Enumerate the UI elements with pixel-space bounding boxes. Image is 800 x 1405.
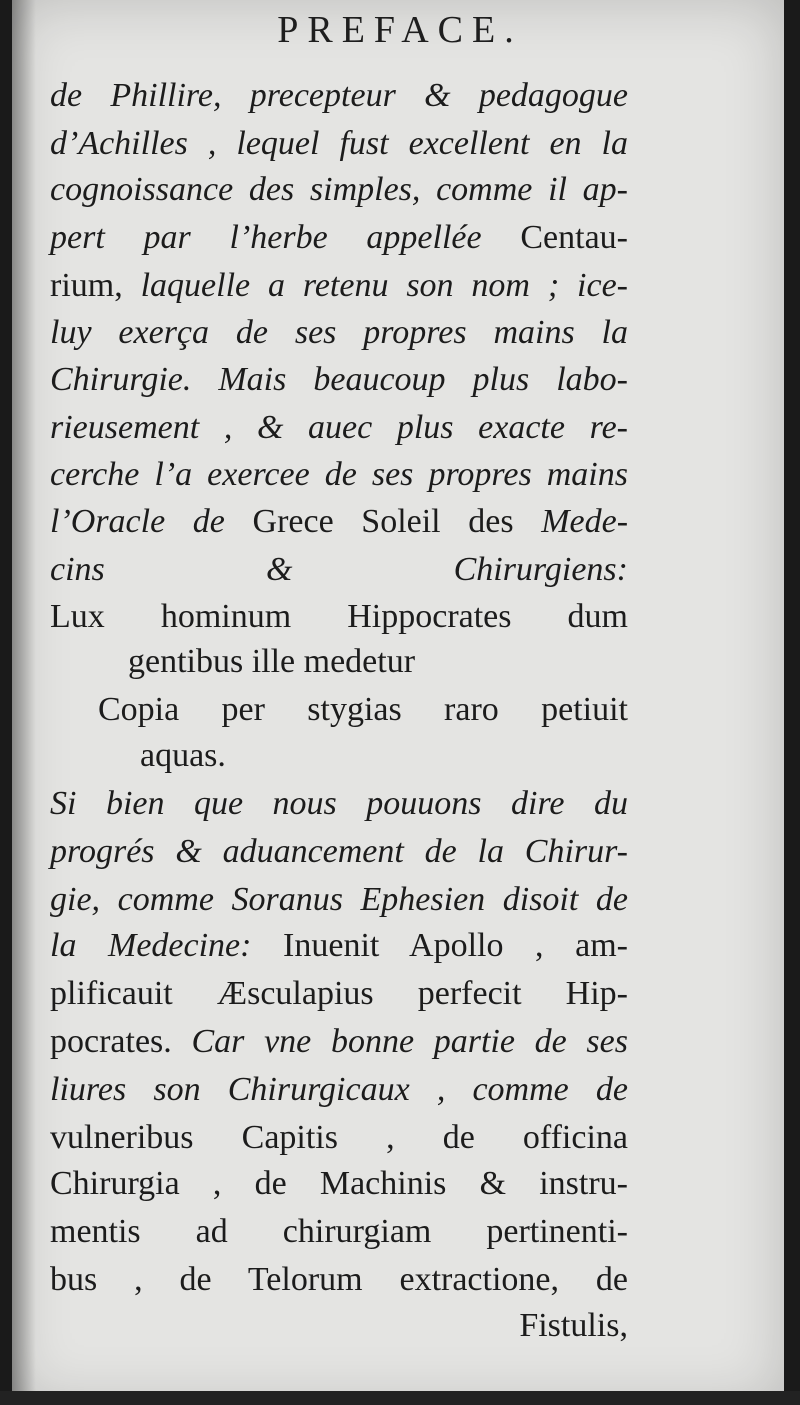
- text-line: [50, 408, 628, 448]
- roman-text-segment: Centau-: [520, 219, 628, 256]
- text-line: [50, 170, 628, 210]
- roman-text-segment: Chirurgia , de Machinis & instru-: [50, 1165, 628, 1202]
- page-gutter-shadow: [12, 0, 36, 1405]
- italic-text-segment: de Phillire, precepteur & pedagogue: [50, 77, 628, 114]
- text-line: [50, 784, 628, 824]
- roman-text-segment: plificauit Æsculapius perfecit Hip-: [50, 975, 628, 1012]
- italic-text-segment: progrés & aduancement de la Chirur-: [50, 833, 628, 870]
- scan-bottom-edge: [0, 1391, 800, 1405]
- italic-text-segment: la Medecine:: [50, 927, 284, 964]
- text-line: [140, 736, 226, 776]
- italic-text-segment: Si bien que nous pouuons dire du: [50, 785, 628, 822]
- text-line: [50, 1070, 628, 1110]
- italic-text-segment: cognoissance des simples, comme il ap-: [50, 171, 628, 208]
- roman-text-segment: Grece Soleil des: [252, 503, 542, 540]
- text-line: [50, 124, 628, 164]
- roman-text-segment: pocrates.: [50, 1023, 192, 1060]
- italic-text-segment: pert par l’herbe appellée: [50, 219, 521, 256]
- italic-text-segment: cins & Chirurgiens:: [50, 551, 628, 588]
- roman-text-segment: vulneribus Capitis , de officina: [50, 1119, 628, 1156]
- text-line: [50, 502, 628, 542]
- text-line: [128, 642, 415, 682]
- text-line: [488, 1306, 628, 1346]
- italic-text-segment: liures son Chirurgicaux , comme de: [50, 1071, 628, 1108]
- text-line: [50, 880, 628, 920]
- italic-text-segment: d’Achilles , lequel fust excellent en la: [50, 125, 628, 162]
- roman-text-segment: Copia per stygias raro petiuit: [98, 691, 628, 728]
- italic-text-segment: Mede-: [541, 503, 629, 540]
- text-line: [50, 455, 628, 495]
- roman-text-segment: bus , de Telorum extractione, de: [50, 1261, 628, 1298]
- italic-text-segment: gie, comme Soranus Ephesien disoit de: [50, 881, 628, 918]
- text-line: [50, 1164, 628, 1204]
- text-line: [50, 360, 628, 400]
- italic-text-segment: Chirurgie. Mais beaucoup plus labo-: [50, 361, 628, 398]
- roman-text-segment: mentis ad chirurgiam pertinenti-: [50, 1213, 628, 1250]
- text-line: [50, 76, 628, 116]
- text-line: [50, 1118, 628, 1158]
- text-line: [50, 550, 628, 590]
- roman-text-segment: aquas.: [140, 737, 226, 774]
- text-line: [50, 1022, 628, 1062]
- text-line: [50, 597, 628, 637]
- roman-text-segment: gentibus ille medetur: [128, 643, 416, 680]
- italic-text-segment: Car vne bonne partie de ses: [191, 1023, 628, 1060]
- italic-text-segment: cerche l’a exercee de ses propres mains: [50, 456, 628, 493]
- text-line: [50, 1260, 628, 1300]
- roman-text-segment: rium,: [50, 267, 141, 304]
- roman-text-segment: Inuenit Apollo , am-: [283, 927, 628, 964]
- roman-text-segment: Fistulis,: [519, 1307, 628, 1344]
- text-line: [50, 266, 628, 306]
- roman-text-segment: Lux hominum Hippocrates dum: [50, 598, 628, 635]
- text-line: [50, 832, 628, 872]
- text-line: [50, 313, 628, 353]
- text-line: [50, 974, 628, 1014]
- text-line: [50, 1212, 628, 1252]
- text-line: [98, 690, 628, 730]
- text-line: [50, 926, 628, 966]
- italic-text-segment: l’Oracle de: [50, 503, 253, 540]
- italic-text-segment: laquelle a retenu son nom ; ice-: [140, 267, 628, 304]
- running-header: PREFACE.: [277, 9, 523, 51]
- text-line: [50, 218, 628, 258]
- italic-text-segment: rieusement , & auec plus exacte re-: [50, 409, 628, 446]
- italic-text-segment: luy exerça de ses propres mains la: [50, 314, 628, 351]
